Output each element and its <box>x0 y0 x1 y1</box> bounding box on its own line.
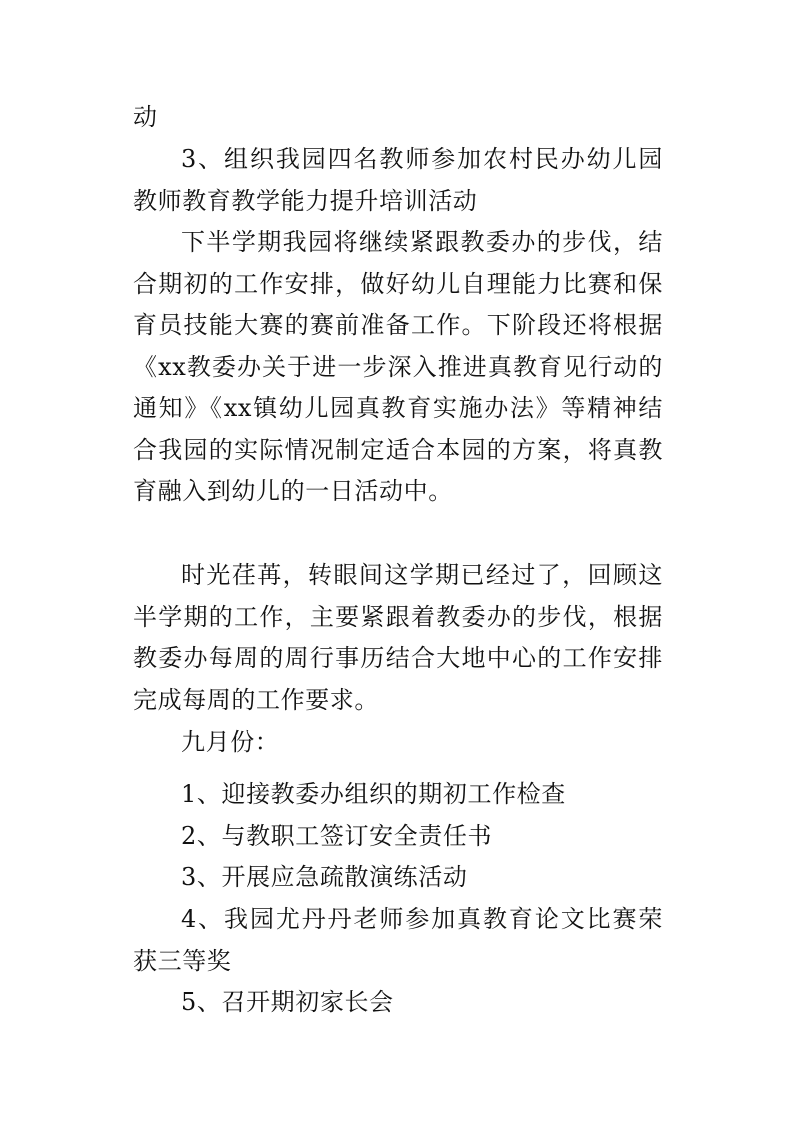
september-item-4: 4、我园尤丹丹老师参加真教育论文比赛荣获三等奖 <box>133 905 663 975</box>
paragraph-semester-review: 时光荏苒，转眼间这学期已经过了，回顾这半学期的工作，主要紧跟着教委办的步伐，根据教委办每周的周行事历结合大地中心的工作安排完成每周的工作要求。 <box>133 561 663 714</box>
september-item-2: 2、与教职工签订安全责任书 <box>181 822 493 850</box>
september-item-1: 1、迎接教委办组织的期初工作检查 <box>181 780 566 808</box>
paragraph-second-half-plan: 下半学期我园将继续紧跟教委办的步伐，结合期初的工作安排，做好幼儿自理能力比赛和保育员技能大赛的赛前准备工作。下阶段还将根据《xx教委办关于进一步深入推进真教育见行动的通知》《xx镇幼儿园真教育实施办法》等精神结合我园的实际情况制定适合本园的方案，将真教育融入到幼儿的一日活动中。 <box>133 228 663 505</box>
september-item-3: 3、开展应急疏散演练活动 <box>181 863 468 891</box>
september-heading: 九月份： <box>181 728 280 756</box>
paragraph-continuation: 动 <box>133 103 158 131</box>
paragraph-item-3-training: 3、组织我园四名教师参加农村民办幼儿园教师教育教学能力提升培训活动 <box>133 145 663 215</box>
september-item-5: 5、召开期初家长会 <box>181 988 394 1016</box>
